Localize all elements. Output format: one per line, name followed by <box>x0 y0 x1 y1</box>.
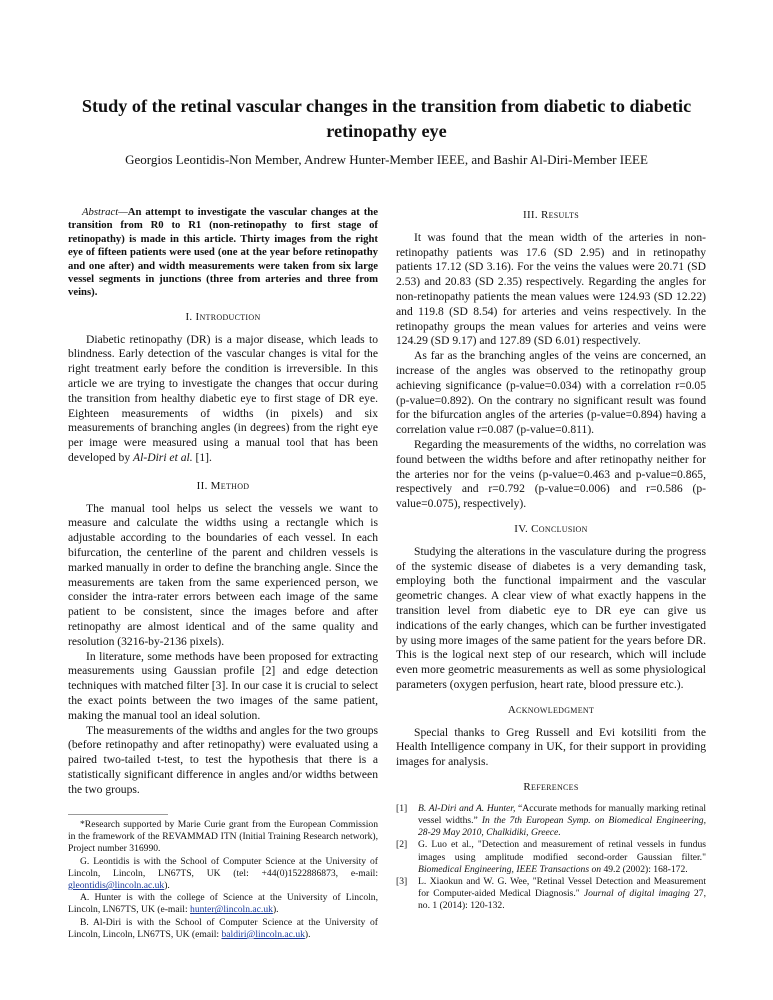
conclusion-paragraph: Studying the alterations in the vasculature during the progress of the systemic disease of diabetes is a very demanding task, employing both the functional impairment and the vascular geometric changes. A clear view of what exactly happens in the transition level from diabetic eye to DR eye can give us indications of the early changes, which can be further investigated by using more images of the same patient for the years before DR. This is the logical next step of our research, which will include even more geometric measurements as well as some physiological parameters (oxygen perfusion, heart rate, blood pressure etc.). <box>396 544 706 691</box>
reference-number: [2] <box>396 839 408 851</box>
email-link-hunter[interactable]: hunter@lincoln.ac.uk <box>190 904 273 916</box>
reference-number: [3] <box>396 875 408 887</box>
abstract-text: An attempt to investigate the vascular changes at the transition from R0 to R1 (non-retinopathy to first stage of retinopathy) is made in this article. Thirty images from the right eye of fifteen patients were used (one at the year before retinopathy and one after) and width measurements were taken from six large vessel segments in junctions (three from arteries and three from veins). <box>68 206 378 299</box>
reference-list <box>396 803 706 913</box>
reference-authors-title: L. Xiaokun and W. G. Wee, "Retinal Vessel Detection and Measurement for Computer-aided Medical Diagnosis." <box>418 875 706 900</box>
method-paragraph-3: The measurements of the widths and angles for the two groups (before retinopathy and after retinopathy) were evaluated using a paired two-tailed t-test, to test the hypothesis that there is a statistically significant difference in angles and/or widths between the two groups. <box>68 723 378 796</box>
reference-authors: B. Al-Diri and A. Hunter, <box>418 802 519 814</box>
footnote-close: ). <box>304 928 311 940</box>
email-link-leontidis[interactable]: gleontidis@lincoln.ac.uk <box>68 880 165 892</box>
section-heading-results: III. Results <box>522 209 580 221</box>
footnote-aldiri <box>68 917 378 941</box>
footnotes <box>68 819 378 941</box>
reference-text <box>418 803 706 840</box>
section-heading-acknowledgment: Acknowledgment <box>507 703 595 716</box>
footnote-close: ). <box>272 904 279 916</box>
footnote-aldiri-text: B. Al-Diri is with the School of Computer Science at the University of Lincoln, Lincoln, LN67TS, UK (email: <box>68 916 378 940</box>
reference-number: [1] <box>396 802 408 814</box>
paper-title: Study of the retinal vascular changes in the transition from diabetic to diabetic retinopathy eye <box>81 96 692 141</box>
reference-venue: In the 7th European Symp. on Biomedical Engineering, 28-29 May 2010, Chalkidiki, Greece. <box>418 814 706 839</box>
section-heading-references: References <box>523 780 579 793</box>
reference-title: “Accurate methods for manually marking retinal vessel widths.” <box>418 802 706 826</box>
citation-name: Al-Diri et al. <box>133 451 193 465</box>
footnote-leontidis-text: G. Leontidis is with the School of Computer Science at the University of Lincoln, Lincoln, LN67TS, UK (tel: +44(0)1522886873, e-mail: <box>68 855 378 879</box>
footnote-hunter <box>68 892 378 916</box>
reference-details: 49.2 (2002): 168-172. <box>601 863 688 875</box>
author-line: Georgios Leontidis-Non Member, Andrew Hunter-Member IEEE, and Bashir Al-Diri-Member IEEE <box>125 152 648 167</box>
reference-text <box>418 839 706 876</box>
section-heading-method: II. Method <box>196 479 250 492</box>
reference-item <box>396 803 706 840</box>
reference-venue: Journal of digital imaging <box>583 888 690 900</box>
email-link-aldiri[interactable]: baldiri@lincoln.ac.uk <box>221 928 305 940</box>
reference-venue: Biomedical Engineering, IEEE Transactions on <box>418 863 602 875</box>
method-paragraph-2: In literature, some methods have been proposed for extracting measurements using Gaussian profile [2] and edge detection techniques with matched filter [3]. In our case it is crucial to select the exact points between the two images of the same patient, making the manual tool an ideal solution. <box>68 649 378 722</box>
citation-ref: [1]. <box>192 451 212 465</box>
reference-text <box>418 876 706 913</box>
results-paragraph-2: As far as the branching angles of the veins are concerned, an increase of the angles was observed to the retinopathy group achieving significance (p-value=0.034) with a correlation r=0.05 (p-value=0.892). On the contrary no significant result was found for the bifurcation angles of the arteries (p-value=0.894) having a correlation value r=0.087 (p-value=0.811). <box>396 349 706 437</box>
right-column <box>396 206 706 913</box>
left-column <box>68 206 378 798</box>
footnote-close: ). <box>164 880 170 892</box>
reference-details: 27, no. 1 (2014): 120-132. <box>418 888 706 912</box>
section-heading-introduction: I. Introduction <box>185 310 261 323</box>
abstract <box>68 206 378 300</box>
reference-item <box>396 839 706 876</box>
results-paragraph-1: It was found that the mean width of the arteries in non-retinopathy patients was 17.6 (SD 2.95) and in retinopathy patients 17.12 (SD 3.16). For the veins the values were 20.71 (SD 2.53) and 20.83 (SD 2.35) respectively. Regarding the angles for non-retinopathy patients the mean values were 124.93 (SD 12.22) and 119.8 (SD 8.54) for arteries and veins respectively. In the retinopathy groups the mean values for arteries and veins were 124.29 (SD 9.17) and 127.89 (SD 6.01) respectively. <box>396 230 706 348</box>
section-heading-conclusion: IV. Conclusion <box>514 522 588 535</box>
abstract-dash: — <box>118 206 128 218</box>
footnote-support: *Research supported by Marie Curie grant from the European Commission in the framework of the REVAMMAD ITN (Initial Training Research network), Project number 316990. <box>68 819 378 855</box>
footnote-leontidis <box>68 856 378 893</box>
introduction-text: Diabetic retinopathy (DR) is a major disease, which leads to blindness. Early detection of the vascular changes is vital for the right treatment early before the condition is irreversible. In this article we are trying to investigate the changes that occur during the transition from healthy diabetic eye to first stage of DR eye. Eighteen measurements of widths (in pixels) and six measurements of branching angles (in degrees) from the right eye per image were measured using a manual tool that has been developed by <box>68 332 378 465</box>
introduction-paragraph <box>68 333 378 466</box>
results-paragraph-3: Regarding the measurements of the widths, no correlation was found between the widths before and after retinopathy neither for the arteries nor for the veins (p-value=0.463 and p-value=0.865, respectively and r=0.792 (p-value=0.006) and r=0.586 (p-value=0.075), respectively). <box>396 437 706 511</box>
footnote-hunter-text: A. Hunter is with the college of Science at the University of Lincoln, Lincoln, LN67TS, UK (e-mail: <box>68 892 378 916</box>
reference-item <box>396 876 706 913</box>
reference-authors-title: G. Luo et al., "Detection and measurement of retinal vessels in fundus images using amplitude modified second-order Gaussian filter." <box>418 839 706 863</box>
abstract-label: Abstract <box>82 206 119 218</box>
method-paragraph-1: The manual tool helps us select the vessels we want to measure and calculate the widths using a rectangle which is adjustable according to the boundaries of each vessel. In each bifurcation, the centerline of the parent and children vessels is marked manually in order to define the branching angle. Since the measurements are taken from the same experienced person, we consider the intra-rater errors between each image of the same patient to be consistent, since the images before and after retinopathy are almost identical and of the same quality and resolution (3216-by-2136 pixels). <box>68 501 378 648</box>
acknowledgment-paragraph: Special thanks to Greg Russell and Evi kotsiliti from the Health Intelligence company in UK, for their support in providing images for analysis. <box>396 725 706 769</box>
footnote-divider <box>68 814 168 815</box>
